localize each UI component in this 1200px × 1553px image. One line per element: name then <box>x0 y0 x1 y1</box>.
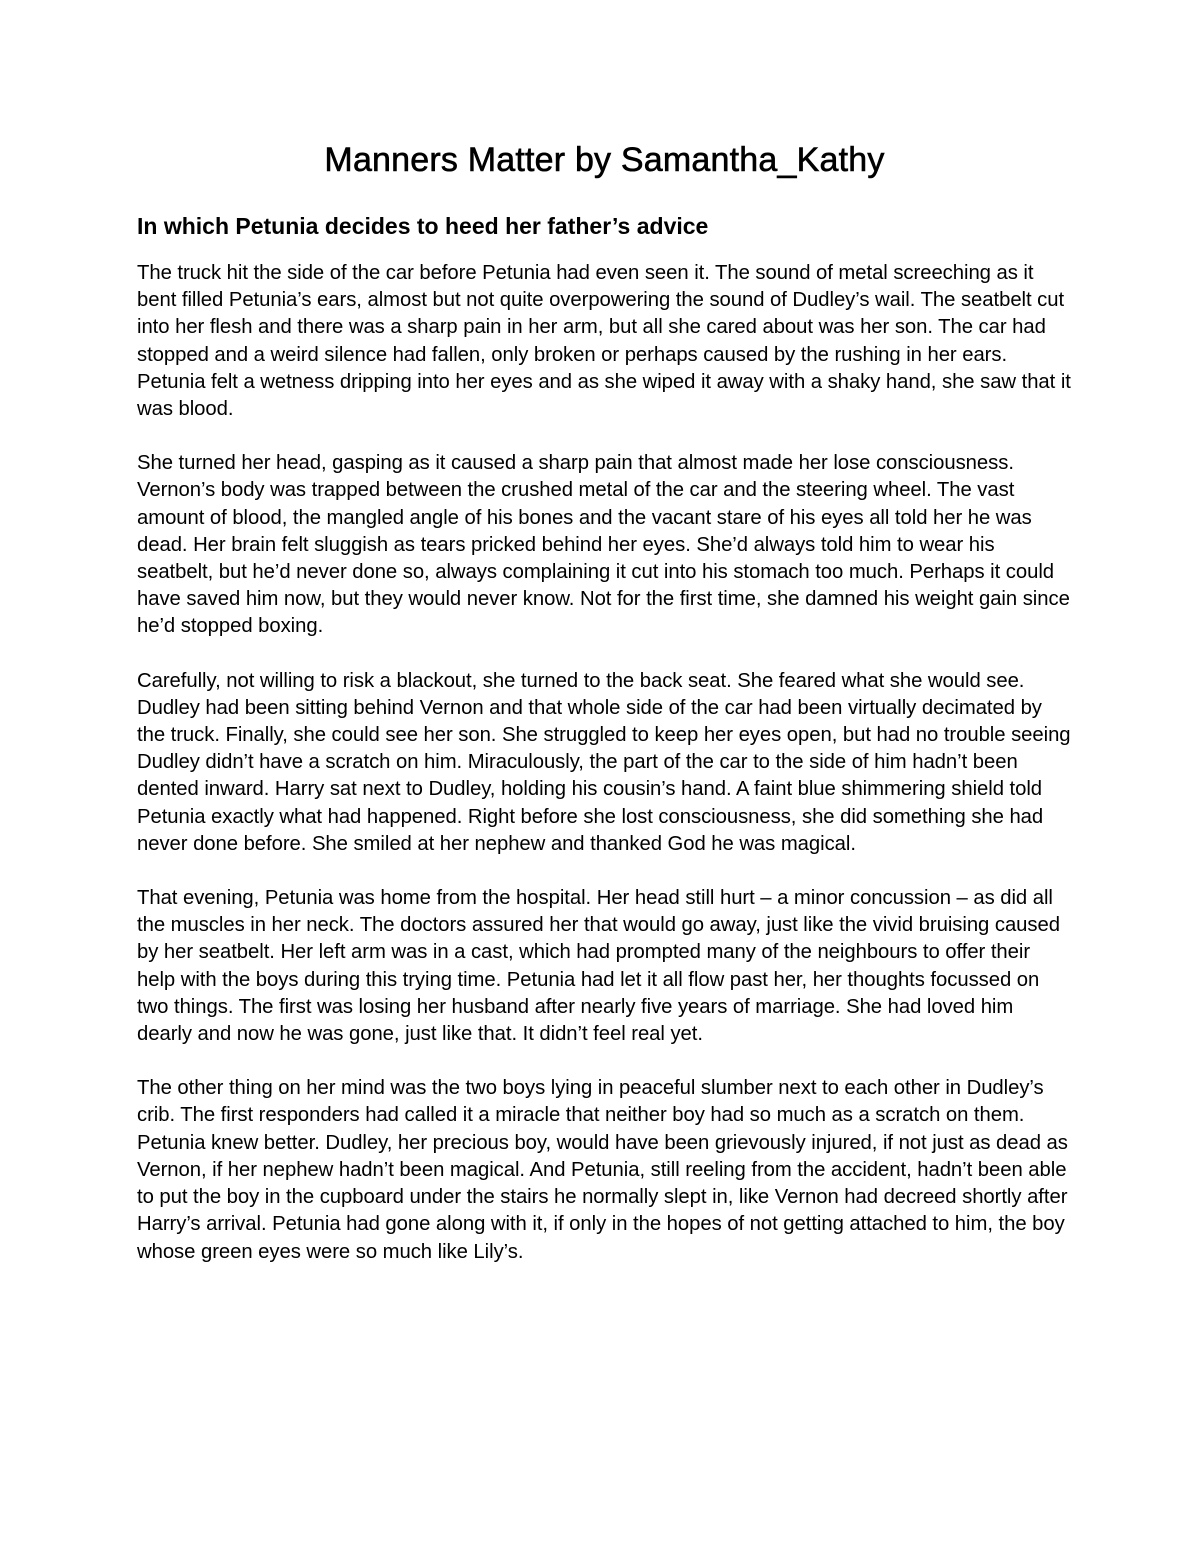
document-title: Manners Matter by Samantha_Kathy <box>324 141 885 179</box>
story-paragraph-1: The truck hit the side of the car before Petunia had even seen it. The sound of metal screeching as it bent filled Petunia’s ears, almost but not quite overpowering the sound of Dudley’s wail. The seatbelt cut into her flesh and there was a sharp pain in her arm, but all she cared about was her son. The car had stopped and a weird silence had fallen, only broken or perhaps caused by the rushing in her ears. Petunia felt a wetness dripping into her eyes and as she wiped it away with a shaky hand, she saw that it was blood. <box>137 262 1071 421</box>
chapter-heading: In which Petunia decides to heed her father’s advice <box>137 213 709 239</box>
story-paragraph-4: That evening, Petunia was home from the hospital. Her head still hurt – a minor concussion – as did all the muscles in her neck. The doctors assured her that would go away, just like the vivid bruising caused by her seatbelt. Her left arm was in a cast, which had prompted many of the neighbours to offer their help with the boys during this trying time. Petunia had let it all flow past her, her thoughts focussed on two things. The first was losing her husband after nearly five years of marriage. She had loved him dearly and now he was gone, just like that. It didn’t feel real yet. <box>137 887 1060 1046</box>
story-paragraph-5: The other thing on her mind was the two boys lying in peaceful slumber next to each other in Dudley’s crib. The first responders had called it a miracle that neither boy had so much as a scratch on them. Petunia knew better. Dudley, her precious boy, would have been grievously injured, if not just as dead as Vernon, if her nephew hadn’t been magical. And Petunia, still reeling from the accident, hadn’t been able to put the boy in the cupboard under the stairs he normally slept in, like Vernon had decreed shortly after Harry’s arrival. Petunia had gone along with it, if only in the hopes of not getting attached to him, the boy whose green eyes were so much like Lily’s. <box>137 1077 1068 1263</box>
document-page <box>137 135 1072 1266</box>
story-paragraph-2: She turned her head, gasping as it caused a sharp pain that almost made her lose consciousness. Vernon’s body was trapped between the crushed metal of the car and the steering wheel. The vast amount of blood, the mangled angle of his bones and the vacant stare of his eyes all told her he was dead. Her brain felt sluggish as tears pricked behind her eyes. She’d always told him to wear his seatbelt, but he’d never done so, always complaining it cut into his stomach too much. Perhaps it could have saved him now, but they would never know. Not for the first time, she damned his weight gain since he’d stopped boxing. <box>137 452 1070 638</box>
story-paragraph-3: Carefully, not willing to risk a blackout, she turned to the back seat. She feared what she would see. Dudley had been sitting behind Vernon and that whole side of the car had been virtually decimated by the truck. Finally, she could see her son. She struggled to keep her eyes open, but had no trouble seeing Dudley didn’t have a scratch on him. Miraculously, the part of the car to the side of him hadn’t been dented inward. Harry sat next to Dudley, holding his cousin’s hand. A faint blue shimmering shield told Petunia exactly what had happened. Right before she lost consciousness, she did something she had never done before. She smiled at her nephew and thanked God he was magical. <box>137 669 1071 855</box>
